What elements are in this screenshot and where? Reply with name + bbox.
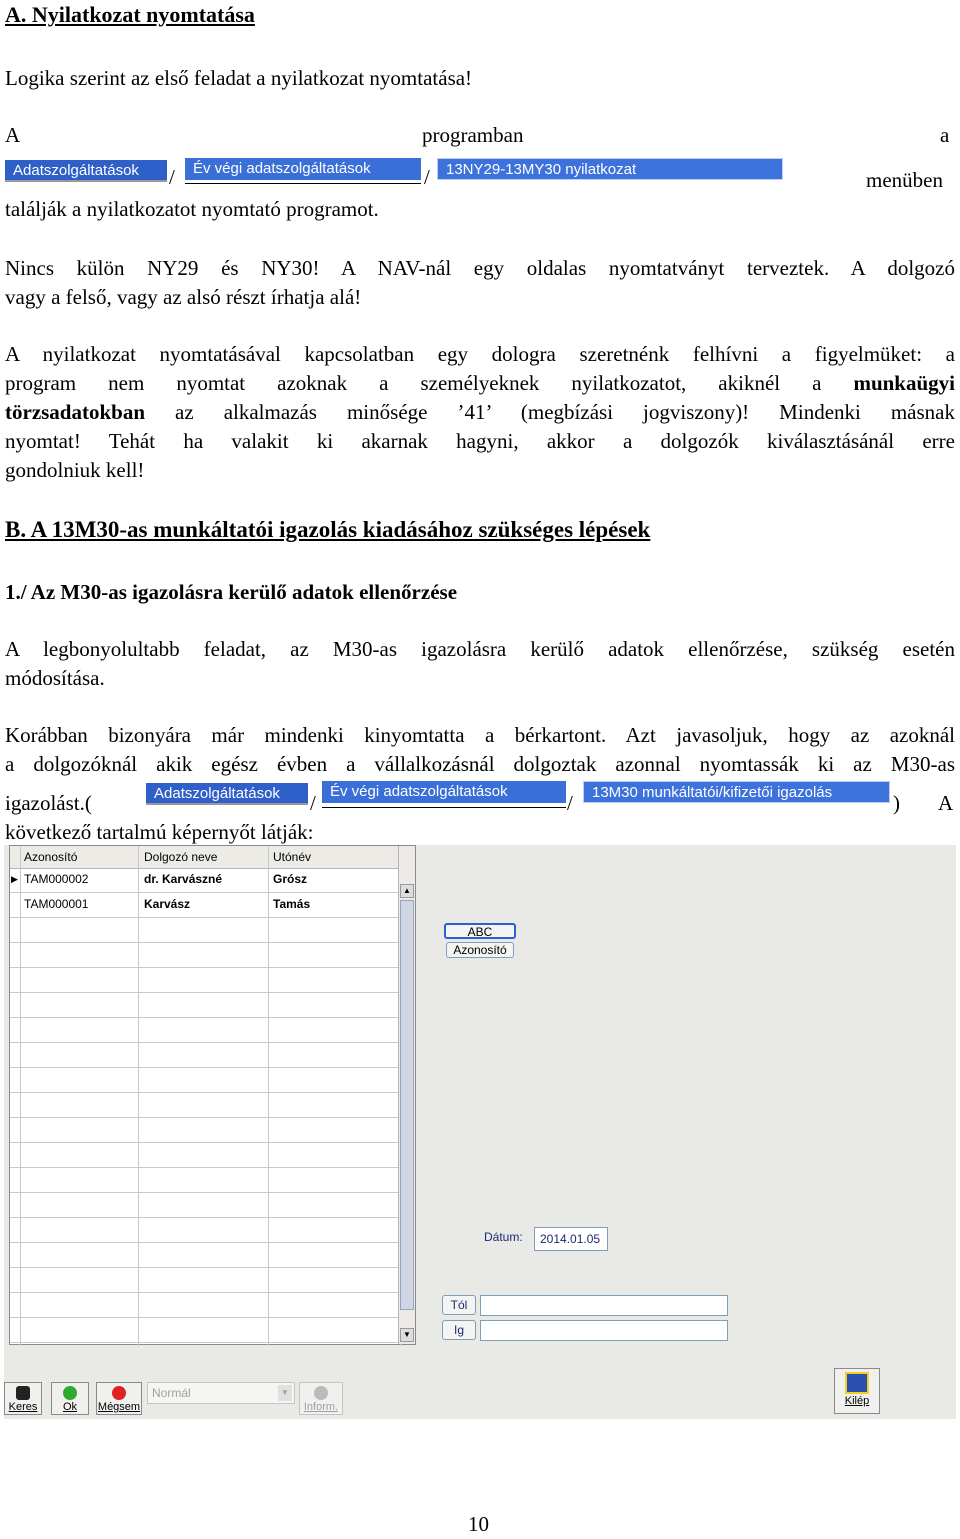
menu-chip-adatszolgaltatasok: Adatszolgáltatások [146, 783, 308, 805]
paragraph-line: találják a nyilatkozatot nyomtató programot. [5, 197, 379, 221]
ok-label: Ok [62, 1401, 78, 1413]
mode-value: Normál [152, 1386, 191, 1400]
chevron-down-icon[interactable]: ▼ [278, 1385, 292, 1401]
paragraph-line: Nincs külön NY29 és NY30! A NAV-nál egy oldalas nyomtatványt terveztek. A dolgozó [5, 256, 955, 280]
subsection-heading: 1./ Az M30-as igazolásra kerülő adatok ellenőrzése [5, 580, 458, 604]
info-button[interactable] [299, 1382, 343, 1415]
paragraph-line: a dolgozóknál akik egész évben a vállalkozásnál dolgoztak azonnal nyomtassák ki az M30-as [5, 752, 955, 776]
paragraph-line [5, 398, 955, 427]
green-light-icon [63, 1386, 77, 1400]
grid-header [10, 846, 400, 869]
paragraph-text: program nem nyomtat azoknak a személyeknek nyilatkozatot, akiknél a [5, 371, 822, 395]
date-label: Dátum: [484, 1230, 523, 1244]
cell-id: TAM000001 [24, 897, 89, 911]
menu-separator: / [310, 791, 316, 815]
paragraph-word-programban: programban [422, 123, 524, 147]
paragraph-text: az alkalmazás minősége ’41’ (megbízási jogviszony)! Mindenki másnak [175, 400, 955, 424]
from-field[interactable] [480, 1295, 728, 1316]
app-window [4, 845, 956, 1419]
sort-id-button[interactable]: Azonosító [446, 942, 514, 958]
paragraph-text: A [938, 791, 954, 815]
employee-grid [9, 845, 416, 1345]
table-row[interactable] [10, 893, 400, 918]
mode-select[interactable] [147, 1382, 295, 1404]
vertical-scrollbar[interactable] [398, 846, 415, 1344]
paragraph-word-a2: a [940, 123, 950, 147]
paragraph-word-menuben: menüben [866, 168, 943, 192]
column-header-name[interactable]: Dolgozó neve [144, 850, 218, 864]
cell-first: Grósz [273, 872, 308, 886]
cell-name: Karvász [144, 897, 191, 911]
scroll-thumb[interactable] [400, 900, 414, 1310]
menu-chip-ev-vegi: Év végi adatszolgáltatások [185, 158, 421, 180]
red-light-icon [112, 1386, 126, 1400]
menu-chip-13ny29: 13NY29-13MY30 nyilatkozat [437, 158, 783, 180]
paragraph-line: A nyilatkozat nyomtatásával kapcsolatban egy dologra szeretnénk felhívni a figyelmüket: a [5, 342, 955, 366]
bold-text: munkaügyi [853, 371, 955, 395]
menu-chip-adatszolgaltatasok: Adatszolgáltatások [5, 160, 167, 182]
door-icon [845, 1372, 869, 1394]
exit-label: Kilép [844, 1395, 870, 1407]
to-field[interactable] [480, 1320, 728, 1341]
section-b-heading: B. A 13M30-as munkáltatói igazolás kiadásához szükséges lépések [5, 517, 651, 542]
cell-id: TAM000002 [24, 872, 89, 886]
cell-name: dr. Karvászné [144, 872, 223, 886]
paragraph-line [5, 369, 955, 398]
info-icon [314, 1386, 328, 1400]
cell-first: Tamás [273, 897, 311, 911]
paragraph-line: vagy a felső, vagy az alsó részt írhatja alá! [5, 285, 362, 309]
paragraph-line: Korábban bizonyára már mindenki kinyomtatta a bérkartont. Azt javasoljuk, hogy az azoknál [5, 723, 955, 747]
date-field[interactable]: 2014.01.05 [534, 1227, 608, 1251]
paragraph-text: igazolást.( [5, 791, 92, 815]
paragraph-text: ) [893, 791, 900, 815]
menu-separator: / [169, 165, 175, 189]
paragraph-line: A legbonyolultabb feladat, az M30-as igazolásra kerülő adatok ellenőrzése, szükség esetén [5, 637, 955, 661]
paragraph-line: módosítása. [5, 666, 105, 690]
paragraph-word-a: A [5, 123, 21, 147]
paragraph-line: nyomtat! Tehát ha valakit ki akarnak hagyni, akkor a dolgozók kiválasztásánál erre [5, 429, 955, 453]
menu-separator: / [567, 791, 573, 815]
column-header-id[interactable]: Azonosító [24, 850, 78, 864]
table-row[interactable] [10, 868, 400, 893]
row-marker-icon: ▶ [11, 874, 18, 884]
ok-button[interactable] [51, 1382, 89, 1415]
menu-chip-13m30: 13M30 munkáltatói/kifizetői igazolás [583, 781, 890, 803]
search-label: Keres [8, 1401, 38, 1413]
bold-text: törzsadatokban [5, 400, 146, 424]
from-button[interactable]: Tól [442, 1295, 476, 1315]
search-button[interactable] [4, 1382, 42, 1415]
menu-chip-ev-vegi: Év végi adatszolgáltatások [322, 781, 566, 803]
paragraph-line: következő tartalmú képernyőt látják: [5, 820, 314, 844]
cancel-label: Mégsem [97, 1401, 141, 1413]
column-header-first[interactable]: Utónév [273, 850, 312, 864]
info-label: Inform. [303, 1401, 339, 1413]
menu-underline [322, 807, 566, 808]
scroll-down-icon[interactable]: ▼ [400, 1328, 414, 1342]
section-a-heading: A. Nyilatkozat nyomtatása [5, 2, 255, 27]
sort-abc-button[interactable]: ABC [444, 923, 516, 939]
paragraph-logic: Logika szerint az első feladat a nyilatkozat nyomtatása! [5, 66, 473, 90]
cancel-button[interactable] [96, 1382, 142, 1415]
paragraph-line: gondolniuk kell! [5, 458, 145, 482]
menu-underline [185, 183, 421, 184]
scroll-up-icon[interactable]: ▲ [400, 884, 414, 898]
binoculars-icon [16, 1386, 30, 1400]
page-number: 10 [468, 1512, 489, 1536]
to-button[interactable]: Ig [442, 1320, 476, 1340]
menu-separator: / [424, 165, 430, 189]
exit-button[interactable] [834, 1368, 880, 1414]
